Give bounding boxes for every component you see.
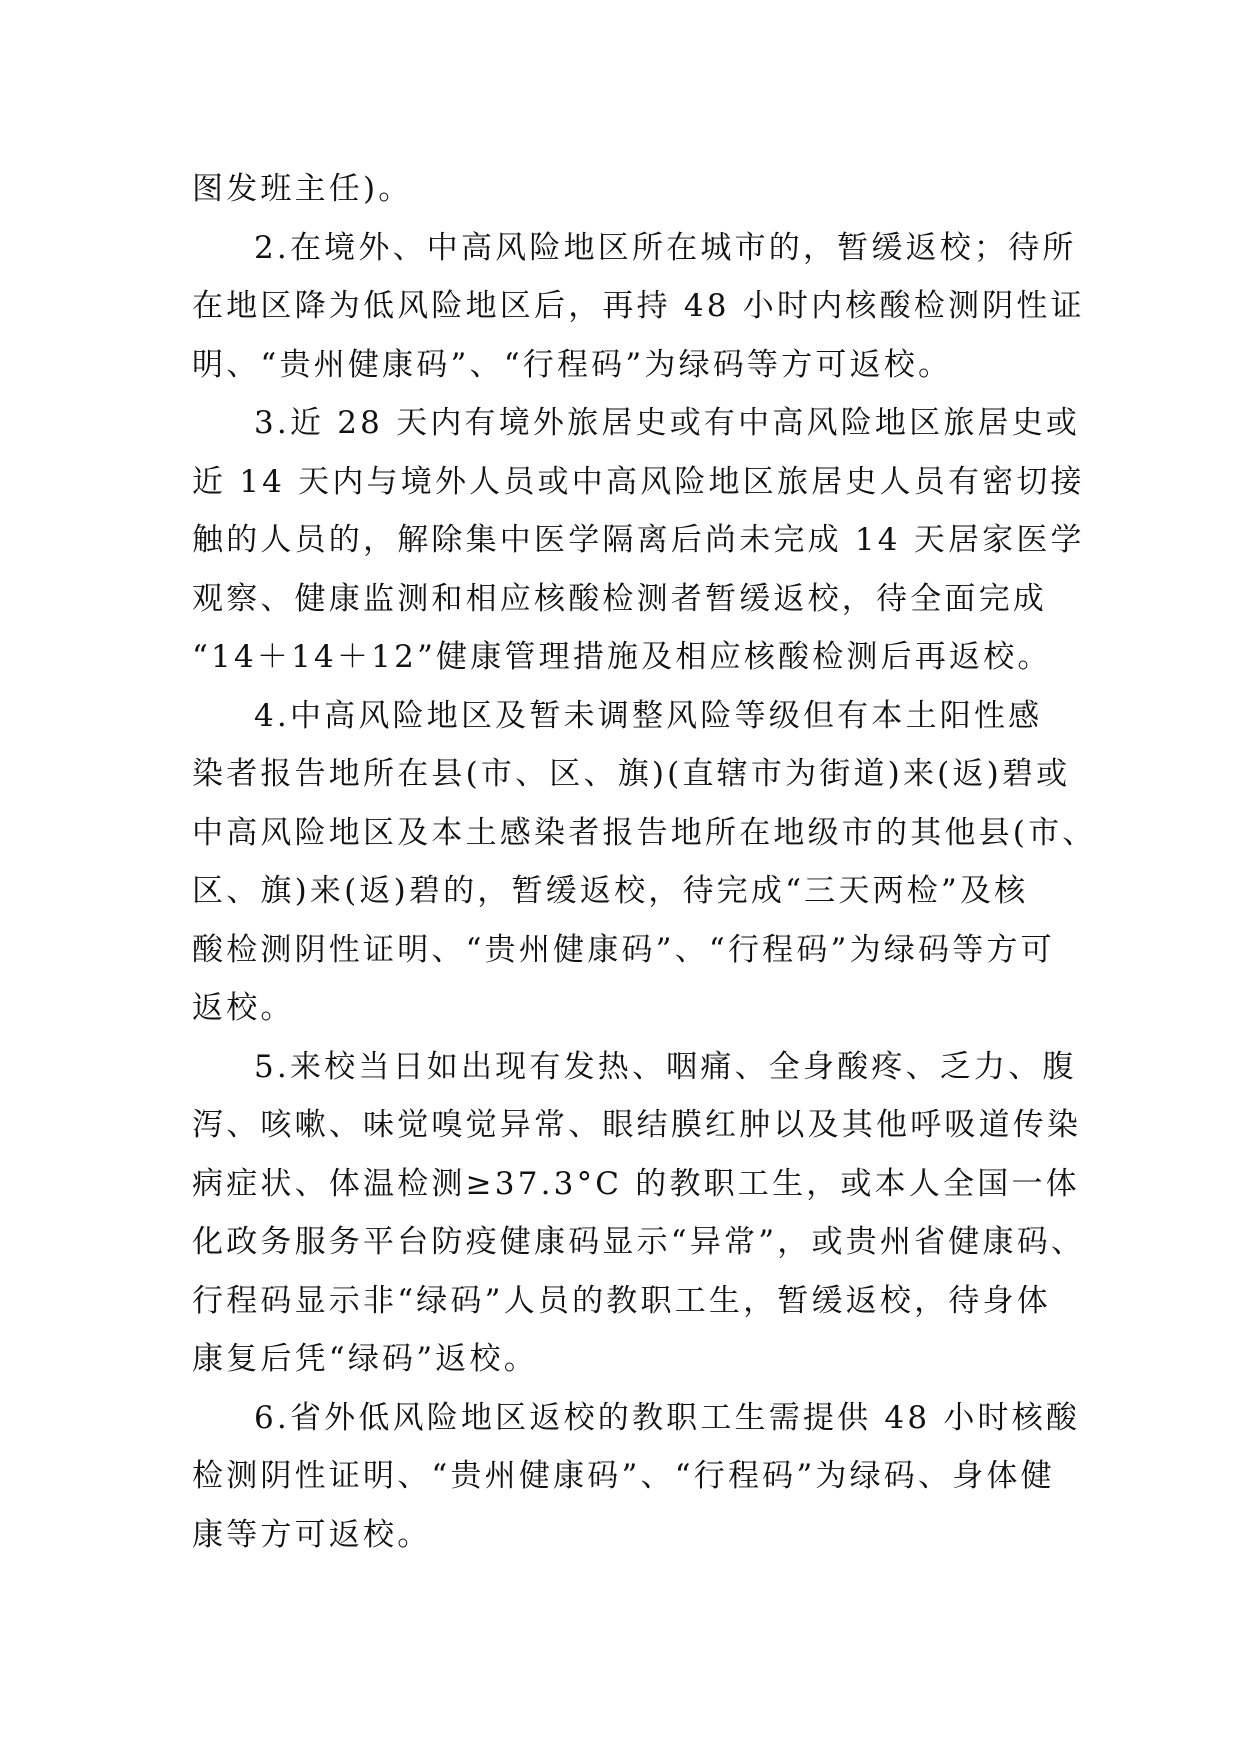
text-line: 触的人员的，解除集中医学隔离后尚未完成 14 天居家医学 [192,522,1085,558]
text-line: 4.中高风险地区及暂未调整风险等级但有本土阳性感 [254,697,1043,734]
text-line: 近 14 天内与境外人员或中高风险地区旅居史人员有密切接 [192,463,1085,500]
text-line: 5.来校当日如出现有发热、咽痛、全身酸疼、乏力、腹 [254,1048,1077,1085]
text-line: 2.在境外、中高风险地区所在城市的，暂缓返校；待所 [254,229,1077,266]
text-line: 在地区降为低风险地区后，再持 48 小时内核酸检测阴性证 [192,288,1085,324]
text-line: 化政务服务平台防疫健康码显示“异常”，或贵州省健康码、 [192,1224,1086,1260]
text-line: 检测阴性证明、“贵州健康码”、“行程码”为绿码、身体健 [192,1458,1055,1494]
text-line: 病症状、体温检测≥37.3°C 的教职工生，或本人全国一体 [192,1165,1080,1202]
text-line: 行程码显示非“绿码”人员的教职工生，暂缓返校，待身体 [192,1282,1051,1319]
text-line: 6.省外低风险地区返校的教职工生需提供 48 小时核酸 [254,1399,1081,1436]
text-line: “14＋14＋12”健康管理措施及相应核酸检测后再返校。 [192,639,1052,675]
text-line: 3.近 28 天内有境外旅居史或有中高风险地区旅居史或 [254,405,1081,441]
text-line: 中高风险地区及本土感染者报告地所在地级市的其他县(市、 [192,814,1097,851]
text-line: 区、旗)来(返)碧的，暂缓返校，待完成“三天两检”及核 [192,873,1029,909]
text-line: 观察、健康监测和相应核酸检测者暂缓返校，待全面完成 [192,580,1047,617]
document-body [192,160,1097,1564]
text-line: 康复后凭“绿码”返校。 [192,1341,538,1377]
text-line: 明、“贵州健康码”、“行程码”为绿码等方可返校。 [192,346,953,383]
text-line: 泻、咳嗽、味觉嗅觉异常、眼结膜红肿以及其他呼吸道传染 [192,1107,1082,1143]
text-line: 图发班主任)。 [192,171,413,207]
text-line: 酸检测阴性证明、“贵州健康码”、“行程码”为绿码等方可 [192,931,1055,968]
text-line: 返校。 [192,990,295,1026]
text-line: 康等方可返校。 [192,1516,432,1553]
text-line: 染者报告地所在县(市、区、旗)(直辖市为街道)来(返)碧或 [192,756,1071,792]
